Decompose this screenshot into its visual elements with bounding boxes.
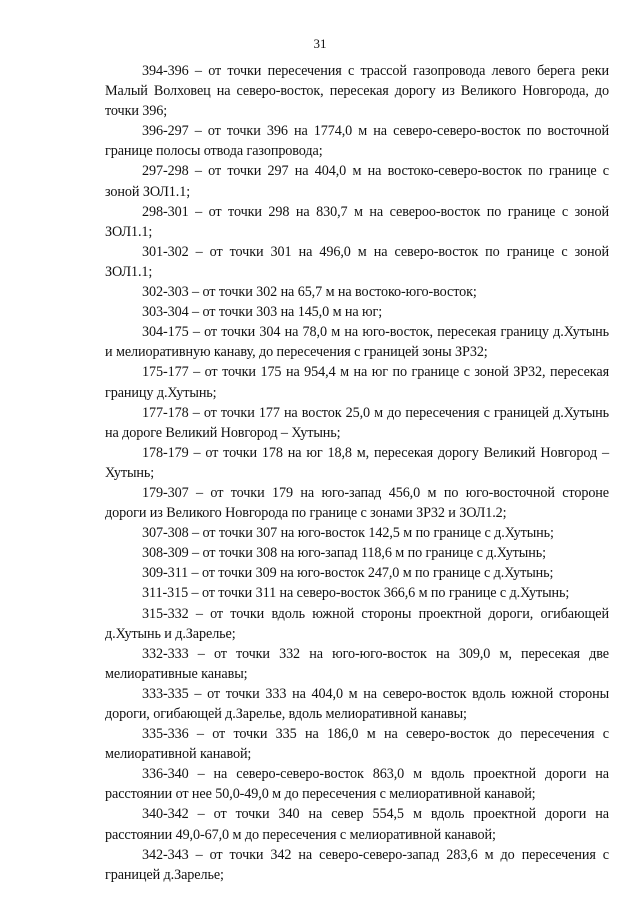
paragraph: 394-396 – от точки пересечения с трассой газопровода левого берега реки Малый Волховец на северо-восток, пересекая дорогу из Великого Новгорода, до точки 396;: [105, 63, 609, 120]
paragraph: 177-178 – от точки 177 на восток 25,0 м до пересечения с границей д.Хутынь на дороге Великий Новгород – Хутынь;: [105, 404, 609, 441]
paragraph: 396-297 – от точки 396 на 1774,0 м на северо-северо-восток по восточной границе полосы отвода газопровода;: [105, 123, 609, 160]
page-number: 31: [313, 36, 327, 51]
paragraph: 304-175 – от точки 304 на 78,0 м на юго-восток, пересекая границу д.Хутынь и мелиоративную канаву, до пересечения с границей зоны ЗР32;: [105, 324, 609, 361]
paragraph: 335-336 – от точки 335 на 186,0 м на северо-восток до пересечения с мелиоративной канавой;: [105, 726, 609, 763]
paragraph: 309-311 – от точки 309 на юго-восток 247,0 м по границе с д.Хутынь;: [142, 565, 554, 582]
paragraph: 308-309 – от точки 308 на юго-запад 118,6 м по границе с д.Хутынь;: [142, 545, 546, 562]
paragraph: 315-332 – от точки вдоль южной стороны проектной дороги, огибающей д.Хутынь и д.Зарелье;: [105, 605, 609, 642]
paragraph: 178-179 – от точки 178 на юг 18,8 м, пересекая дорогу Великий Новгород – Хутынь;: [105, 444, 609, 481]
paragraph: 303-304 – от точки 303 на 145,0 м на юг;: [142, 304, 383, 321]
document-body: [105, 61, 609, 885]
paragraph: 175-177 – от точки 175 на 954,4 м на юг по границе с зоной ЗР32, пересекая границу д.Хутынь;: [105, 364, 609, 401]
paragraph: 297-298 – от точки 297 на 404,0 м на востоко-северо-восток по границе с зоной ЗОЛ1.1;: [105, 163, 609, 200]
paragraph: 336-340 – на северо-северо-восток 863,0 м вдоль проектной дороги на расстоянии от нее 50,0-49,0 м до пересечения с мелиоративной канавой;: [105, 766, 609, 803]
paragraph: 332-333 – от точки 332 на юго-юго-восток на 309,0 м, пересекая две мелиоративные канавы;: [105, 645, 609, 682]
paragraph: 301-302 – от точки 301 на 496,0 м на северо-восток по границе с зоной ЗОЛ1.1;: [105, 243, 609, 280]
paragraph: 311-315 – от точки 311 на северо-восток 366,6 м по границе с д.Хутынь;: [142, 585, 570, 602]
paragraph: 179-307 – от точки 179 на юго-запад 456,0 м по юго-восточной стороне дороги из Великого Новгорода по границе с зонами ЗР32 и ЗОЛ1.2;: [105, 484, 609, 522]
paragraph: 333-335 – от точки 333 на 404,0 м на северо-восток вдоль южной стороны дороги, огибающей д.Зарелье, вдоль мелиоративной канавы;: [105, 685, 609, 722]
paragraph: 340-342 – от точки 340 на север 554,5 м вдоль проектной дороги на расстоянии 49,0-67,0 м до пересечения с мелиоративной канавой;: [105, 806, 609, 843]
paragraph: 298-301 – от точки 298 на 830,7 м на североо-восток по границе с зоной ЗОЛ1.1;: [105, 203, 609, 240]
paragraph: 307-308 – от точки 307 на юго-восток 142,5 м по границе с д.Хутынь;: [142, 525, 554, 542]
paragraph: 342-343 – от точки 342 на северо-северо-запад 283,6 м до пересечения с границей д.Зарелье;: [105, 846, 609, 883]
paragraph: 302-303 – от точки 302 на 65,7 м на востоко-юго-восток;: [142, 284, 477, 301]
